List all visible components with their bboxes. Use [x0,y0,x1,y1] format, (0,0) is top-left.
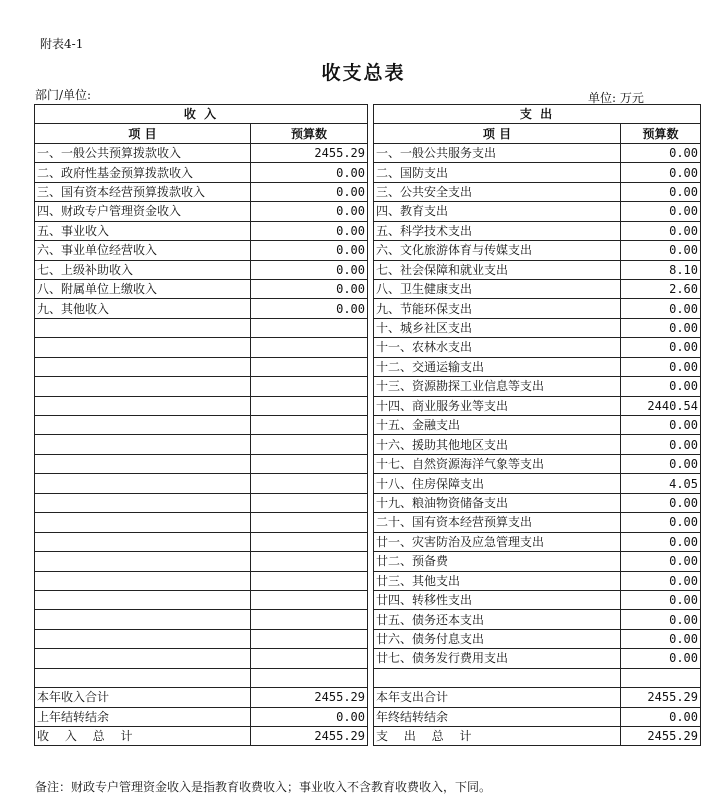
income-item-cell [35,357,251,376]
income-value-cell [251,357,368,376]
expense-item-cell: 一、一般公共服务支出 [374,143,621,162]
income-item-cell [35,532,251,551]
footnote: 备注：财政专户管理资金收入是指教育收费收入；事业收入不含教育收费收入，下同。 [35,780,492,794]
expense-item-cell: 廿五、债务还本支出 [374,610,621,629]
expense-value-cell: 0.00 [621,532,701,551]
expense-value-cell: 0.00 [621,513,701,532]
expense-item-cell: 三、公共安全支出 [374,182,621,201]
expense-value-cell: 0.00 [621,552,701,571]
income-item-cell [35,552,251,571]
blank-cell [251,668,368,687]
expense-value-cell: 0.00 [621,182,701,201]
income-item-cell [35,649,251,668]
blank-row [35,668,701,687]
income-value-cell [251,493,368,512]
blank-cell [621,668,701,687]
income-value-cell: 0.00 [251,163,368,182]
table-row [35,610,701,629]
expense-value-cell: 8.10 [621,260,701,279]
table-row [35,221,701,240]
table-row [35,474,701,493]
income-item-cell [35,610,251,629]
expense-item-cell: 十九、粮油物资储备支出 [374,493,621,512]
expense-item-cell: 十四、商业服务业等支出 [374,396,621,415]
income-value-cell: 0.00 [251,202,368,221]
income-value-cell: 0.00 [251,299,368,318]
expense-item-cell: 七、社会保障和就业支出 [374,260,621,279]
income-value-cell [251,552,368,571]
expense-item-cell: 十六、援助其他地区支出 [374,435,621,454]
income-value-cell [251,590,368,609]
budget-table [34,104,701,746]
table-row [35,590,701,609]
expense-item-header: 项 目 [374,124,621,143]
table-row [35,435,701,454]
income-value-cell [251,532,368,551]
income-item-cell [35,454,251,473]
table-row [35,202,701,221]
income-value-cell [251,513,368,532]
income-summary-label: 上年结转结余 [35,707,251,726]
table-row [35,629,701,648]
income-item-cell [35,571,251,590]
income-value-cell [251,435,368,454]
table-row [35,552,701,571]
table-row [35,182,701,201]
income-item-cell [35,435,251,454]
expense-value-cell: 2.60 [621,279,701,298]
income-item-cell [35,318,251,337]
expense-value-cell: 0.00 [621,338,701,357]
expense-item-cell: 廿一、灾害防治及应急管理支出 [374,532,621,551]
table-row [35,318,701,337]
table-row [35,396,701,415]
income-item-cell: 四、财政专户管理资金收入 [35,202,251,221]
expense-value-cell: 0.00 [621,377,701,396]
unit-label: 单位: 万元 [588,91,644,105]
income-value-cell [251,571,368,590]
expense-value-cell: 0.00 [621,416,701,435]
expense-item-cell: 六、文化旅游体育与传媒支出 [374,241,621,260]
income-value-cell [251,396,368,415]
income-summary-label: 本年收入合计 [35,688,251,707]
expense-value-cell: 0.00 [621,163,701,182]
expense-value-cell: 0.00 [621,299,701,318]
expense-value-cell: 0.00 [621,221,701,240]
expense-summary-value: 2455.29 [621,688,701,707]
attachment-label: 附表4-1 [40,37,84,51]
income-summary-value: 2455.29 [251,688,368,707]
summary-row [35,727,701,746]
expense-summary-value: 0.00 [621,707,701,726]
income-item-cell [35,377,251,396]
income-value-cell [251,377,368,396]
expense-item-cell: 廿二、预备费 [374,552,621,571]
expense-value-cell: 0.00 [621,454,701,473]
income-value-cell [251,629,368,648]
expense-item-cell: 廿六、债务付息支出 [374,629,621,648]
expense-value-cell: 0.00 [621,143,701,162]
table-row [35,454,701,473]
expense-summary-label: 年终结转结余 [374,707,621,726]
income-item-cell [35,416,251,435]
expense-item-cell: 五、科学技术支出 [374,221,621,240]
table-row [35,416,701,435]
income-item-cell: 八、附属单位上缴收入 [35,279,251,298]
income-item-cell: 九、其他收入 [35,299,251,318]
expense-value-cell: 0.00 [621,649,701,668]
income-value-cell: 0.00 [251,260,368,279]
expense-item-cell: 十七、自然资源海洋气象等支出 [374,454,621,473]
blank-cell [35,668,251,687]
table-row [35,377,701,396]
expense-summary-value: 2455.29 [621,727,701,746]
expense-item-cell: 二十、国有资本经营预算支出 [374,513,621,532]
expense-item-cell: 廿七、债务发行费用支出 [374,649,621,668]
income-item-cell: 五、事业收入 [35,221,251,240]
table-row [35,279,701,298]
income-item-cell: 七、上级补助收入 [35,260,251,279]
expense-value-cell: 4.05 [621,474,701,493]
column-header-row [35,124,701,143]
table-row [35,513,701,532]
table-row [35,163,701,182]
table-row [35,649,701,668]
table-row [35,357,701,376]
dept-label: 部门/单位: [35,88,92,102]
income-value-cell: 0.00 [251,221,368,240]
income-value-cell [251,338,368,357]
expense-item-cell: 十三、资源勘探工业信息等支出 [374,377,621,396]
income-value-cell: 0.00 [251,279,368,298]
income-value-cell [251,416,368,435]
expense-value-cell: 2440.54 [621,396,701,415]
table-row [35,532,701,551]
income-item-cell: 一、一般公共预算拨款收入 [35,143,251,162]
income-value-cell: 2455.29 [251,143,368,162]
income-item-cell [35,493,251,512]
income-item-cell [35,474,251,493]
expense-item-cell: 八、卫生健康支出 [374,279,621,298]
income-item-cell [35,590,251,609]
table-row [35,260,701,279]
income-item-cell [35,338,251,357]
expense-value-cell: 0.00 [621,202,701,221]
expense-item-cell: 九、节能环保支出 [374,299,621,318]
table-row [35,571,701,590]
income-item-cell: 二、政府性基金预算拨款收入 [35,163,251,182]
summary-row [35,688,701,707]
expense-value-cell: 0.00 [621,571,701,590]
expense-budget-header: 预算数 [621,124,701,143]
income-summary-value: 2455.29 [251,727,368,746]
income-value-cell: 0.00 [251,241,368,260]
income-value-cell [251,474,368,493]
expense-item-cell: 十一、农林水支出 [374,338,621,357]
expense-summary-label: 本年支出合计 [374,688,621,707]
income-item-cell: 三、国有资本经营预算拨款收入 [35,182,251,201]
income-value-cell [251,318,368,337]
income-value-cell: 0.00 [251,182,368,201]
expense-item-cell: 十二、交通运输支出 [374,357,621,376]
income-section-header: 收 入 [35,105,368,124]
expense-value-cell: 0.00 [621,493,701,512]
income-item-cell: 六、事业单位经营收入 [35,241,251,260]
table-row [35,143,701,162]
expense-value-cell: 0.00 [621,357,701,376]
income-summary-value: 0.00 [251,707,368,726]
page-title: 收支总表 [321,62,406,84]
income-item-header: 项 目 [35,124,251,143]
income-budget-header: 预算数 [251,124,368,143]
table-row [35,493,701,512]
expense-value-cell: 0.00 [621,435,701,454]
expense-value-cell: 0.00 [621,629,701,648]
table-row [35,338,701,357]
income-value-cell [251,610,368,629]
expense-summary-label: 支 出 总 计 [374,727,621,746]
expense-item-cell: 十八、住房保障支出 [374,474,621,493]
income-item-cell [35,513,251,532]
section-header-row [35,105,701,124]
blank-cell [374,668,621,687]
income-value-cell [251,649,368,668]
expense-item-cell: 廿四、转移性支出 [374,590,621,609]
table-row [35,241,701,260]
expense-item-cell: 十五、金融支出 [374,416,621,435]
expense-value-cell: 0.00 [621,318,701,337]
expense-item-cell: 二、国防支出 [374,163,621,182]
table-row [35,299,701,318]
income-summary-label: 收 入 总 计 [35,727,251,746]
expense-value-cell: 0.00 [621,590,701,609]
expense-item-cell: 十、城乡社区支出 [374,318,621,337]
expense-value-cell: 0.00 [621,610,701,629]
expense-item-cell: 四、教育支出 [374,202,621,221]
income-item-cell [35,396,251,415]
expense-value-cell: 0.00 [621,241,701,260]
summary-row [35,707,701,726]
expense-section-header: 支 出 [374,105,701,124]
expense-item-cell: 廿三、其他支出 [374,571,621,590]
income-value-cell [251,454,368,473]
income-item-cell [35,629,251,648]
